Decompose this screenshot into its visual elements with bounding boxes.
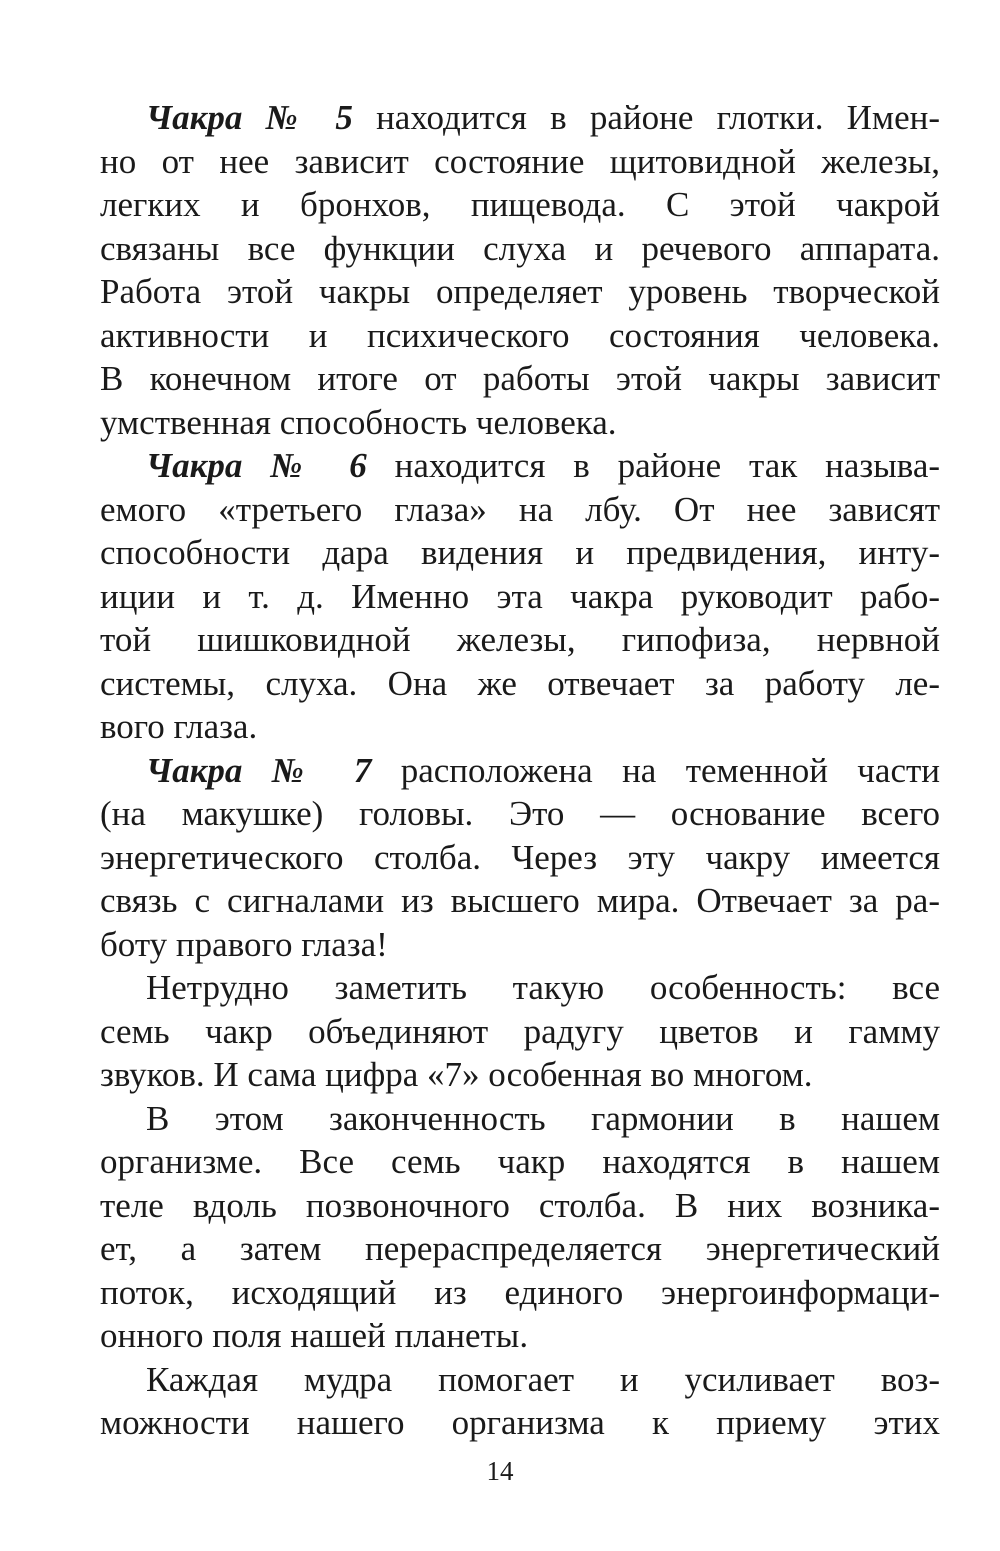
paragraph-line: Каждая мудра помогает и усиливает воз-	[146, 1359, 940, 1399]
paragraph-line: энергетического столба. Через эту чакру имеется	[100, 837, 940, 877]
paragraph-line: (на макушке) головы. Это — основание всего	[100, 794, 940, 833]
paragraph-line: можности нашего организма к приему этих	[100, 1403, 940, 1442]
paragraph-line: умственная способность человека.	[100, 402, 617, 442]
paragraph-lead: Чакра № 6	[146, 446, 367, 485]
paragraph-lead: Чакра № 5	[146, 98, 353, 137]
paragraph-line: иции и т. д. Именно эта чакра руководит рабо-	[100, 576, 940, 616]
paragraph-line: Работа этой чакры определяет уровень творческой	[100, 272, 940, 311]
paragraph-line: семь чакр объединяют радугу цветов и гамму	[100, 1011, 940, 1051]
paragraph-line: связь с сигналами из высшего мира. Отвечает за ра-	[100, 881, 940, 920]
paragraph-line: боту правого глаза!	[100, 924, 388, 964]
page-number: 14	[486, 1456, 514, 1486]
paragraph-line: способности дара видения и предвидения, инту-	[100, 533, 940, 572]
paragraph-line: Нетрудно заметить такую особенность: все	[146, 968, 940, 1007]
paragraph-line: той шишковидной железы, гипофиза, нервной	[100, 620, 940, 659]
paragraph-line: Чакра № 7 расположена на теменной части	[146, 750, 941, 790]
paragraph-line: емого «третьего глаза» на лбу. От нее зависят	[100, 489, 940, 529]
paragraph-line: но от нее зависит состояние щитовидной железы,	[100, 141, 940, 181]
paragraph-line: активности и психического состояния человека.	[100, 315, 940, 355]
paragraph-lead: Чакра № 7	[146, 750, 372, 790]
paragraph-line: онного поля нашей планеты.	[100, 1316, 529, 1355]
paragraph-line: поток, исходящий из единого энергоинформаци-	[100, 1272, 940, 1312]
paragraph-line: Чакра № 6 находится в районе так называ-	[146, 446, 941, 485]
paragraph-line: системы, слуха. Она же отвечает за работу ле-	[100, 663, 940, 703]
paragraph-line: вого глаза.	[100, 707, 258, 746]
paragraph-line: В конечном итоге от работы этой чакры зависит	[100, 359, 940, 398]
paragraph-line: связаны все функции слуха и речевого аппарата.	[100, 228, 940, 268]
paragraph-line: теле вдоль позвоночного столба. В них возника-	[100, 1185, 940, 1225]
paragraph-line: Чакра № 5 находится в районе глотки. Имен-	[146, 98, 940, 137]
paragraph-line: В этом законченность гармонии в нашем	[146, 1098, 940, 1138]
paragraph-line: ет, а затем перераспределяется энергетический	[100, 1229, 940, 1268]
paragraph-line: легких и бронхов, пищевода. С этой чакрой	[100, 185, 940, 224]
page-body	[100, 96, 940, 1445]
paragraph-line: организме. Все семь чакр находятся в нашем	[100, 1142, 940, 1181]
paragraph-line: звуков. И сама цифра «7» особенная во многом.	[100, 1055, 813, 1094]
